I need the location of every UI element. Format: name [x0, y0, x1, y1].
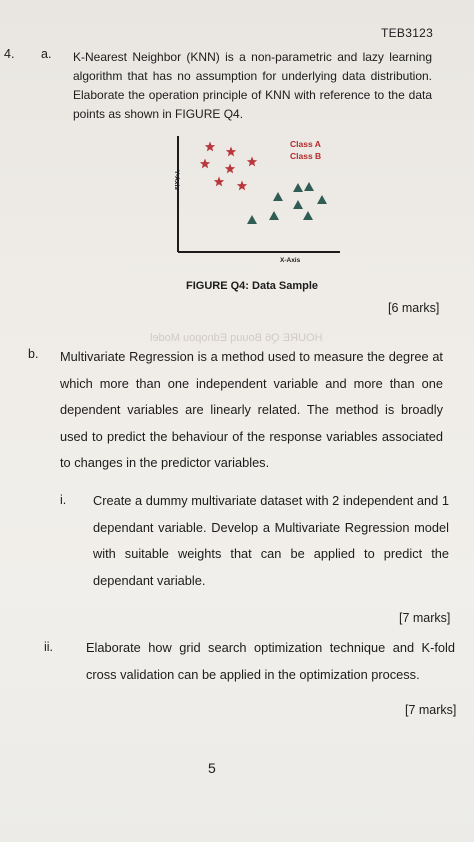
part-b-ii-marks: [7 marks] — [405, 703, 457, 717]
part-b-i-label: i. — [60, 493, 67, 507]
class-b-triangle-point — [273, 192, 283, 201]
class-b-triangle-point — [317, 195, 327, 204]
part-a-label: a. — [41, 47, 52, 61]
class-b-triangle-point — [303, 211, 313, 220]
part-a-text: K-Nearest Neighbor (KNN) is a non-parametric and lazy learning algorithm that has no assumption for underlying data distribution. Elaborate the operation principle of KNN with reference to the data points as shown in FIGURE Q4. — [73, 50, 432, 121]
part-b-ii-label: ii. — [44, 640, 54, 654]
class-a-star-point — [205, 142, 215, 152]
class-a-star-point — [237, 181, 247, 191]
class-a-star-point — [214, 177, 224, 187]
part-b-label: b. — [28, 347, 39, 361]
part-a-marks: [6 marks] — [388, 301, 440, 315]
class-a-star-point — [226, 147, 236, 157]
part-b-text: Multivariate Regression is a method used to measure the degree at which more than one independent variable and more than one dependent variables are linearly related. The method is broadly used to predict the behaviour of the response variables associated to changes in the predictor variables. — [60, 349, 443, 470]
class-b-triangle-point — [293, 200, 303, 209]
legend-class-a: Class A — [290, 139, 321, 149]
x-axis-label: X-Axis — [280, 257, 301, 264]
class-a-star-point — [247, 157, 257, 167]
course-code: TEB3123 — [381, 26, 434, 40]
class-a-star-point — [225, 164, 235, 174]
class-a-star-point — [200, 159, 210, 169]
part-b-i-text: Create a dummy multivariate dataset with 2 independent and 1 dependant variable. Develop a Multivariate Regression model with suitable weights that can be applied to predict the dependant variable. — [93, 493, 449, 588]
figure-caption: FIGURE Q4: Data Sample — [186, 280, 319, 292]
question-number: 4. — [4, 47, 15, 61]
y-axis-label: Y-Axis — [173, 170, 180, 190]
legend-class-b: Class B — [290, 151, 322, 161]
figure-q4-scatter — [160, 128, 350, 268]
show-through-text: HOURE Q6 Bouuq Ednopou Model — [150, 332, 323, 344]
class-b-triangle-point — [304, 182, 314, 191]
class-b-triangle-point — [293, 183, 303, 192]
part-b-ii-text: Elaborate how grid search optimization technique and K-fold cross validation can be applied in the optimization process. — [86, 640, 455, 682]
part-b-i-marks: [7 marks] — [399, 611, 451, 625]
class-b-triangle-point — [247, 215, 257, 224]
class-b-triangle-point — [269, 211, 279, 220]
page-number: 5 — [208, 760, 216, 776]
